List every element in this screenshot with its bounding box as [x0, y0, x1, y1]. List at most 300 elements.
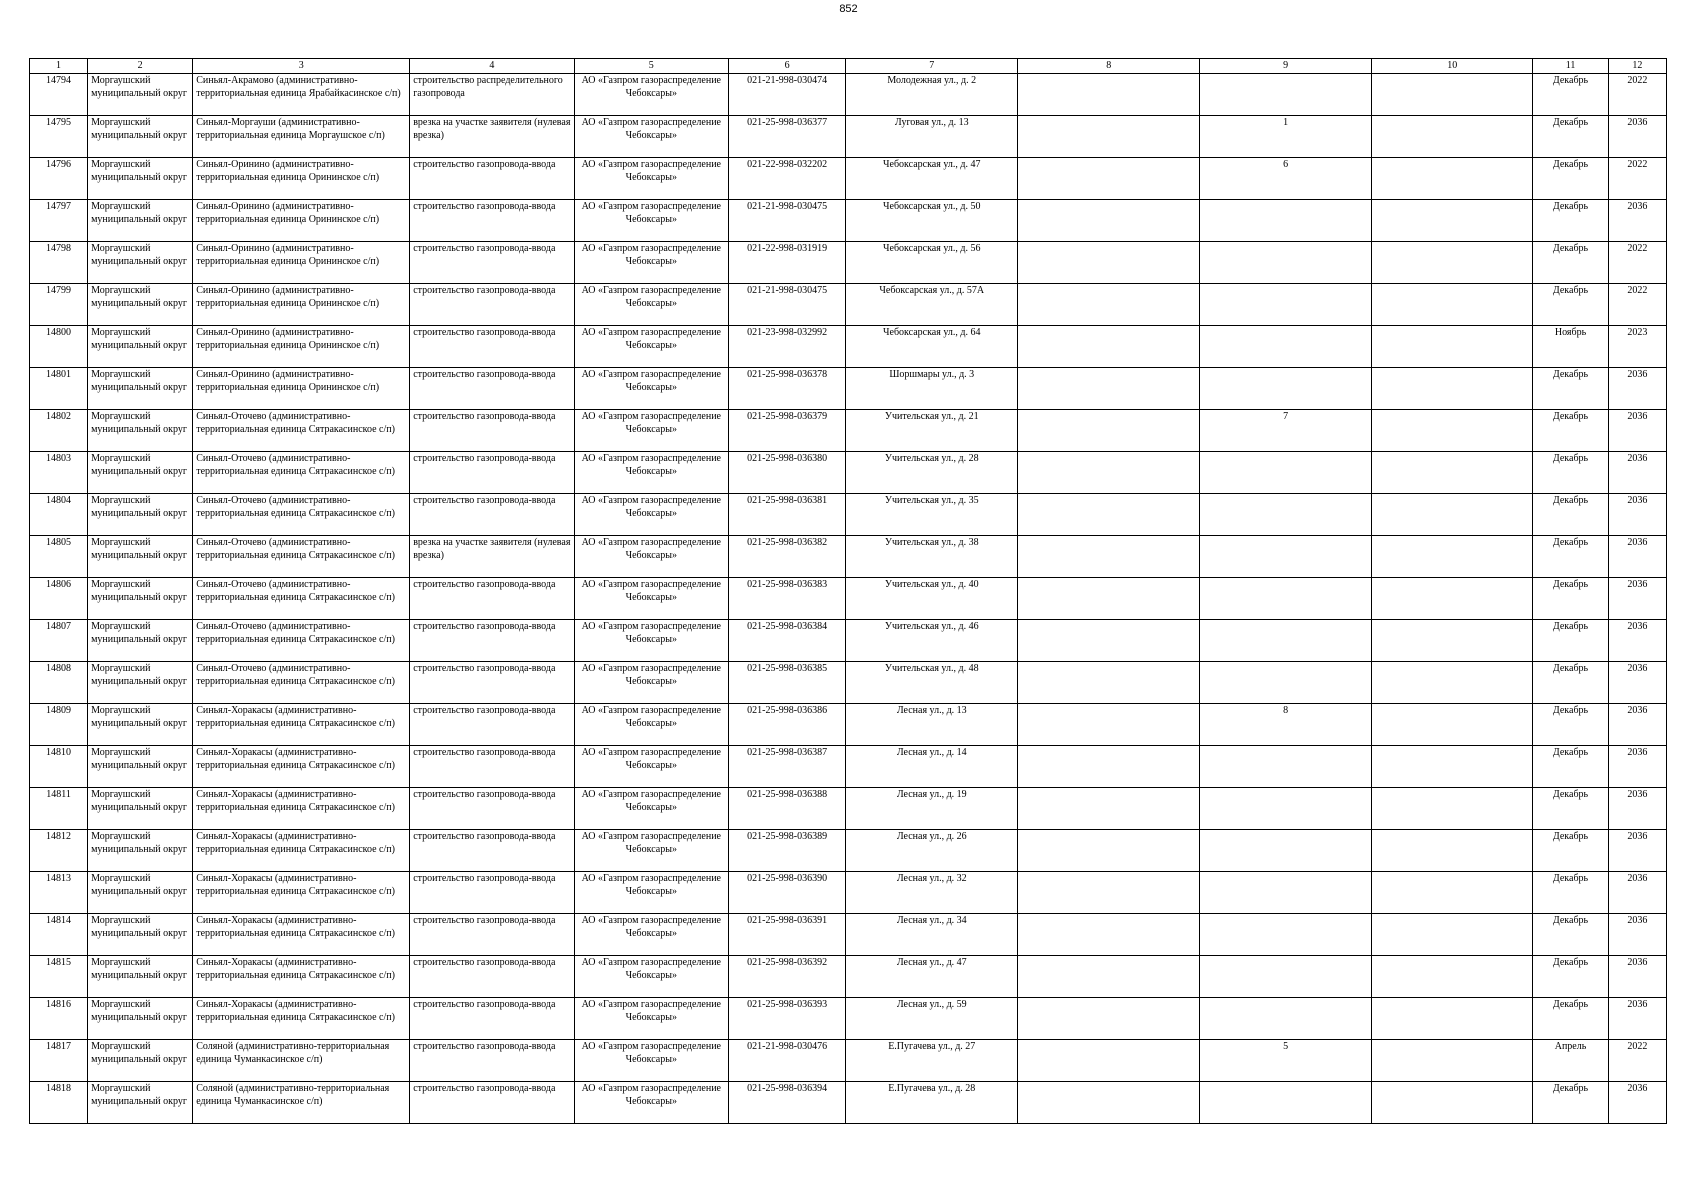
cell-year	[1608, 116, 1666, 158]
cell-text: Шоршмары ул., д. 3	[889, 369, 975, 380]
column-header-6: 6	[729, 59, 846, 74]
cell-text: 021-25-998-036391	[747, 915, 828, 926]
table-row	[30, 158, 1667, 200]
cell-object-code	[729, 830, 846, 872]
cell-text: 14803	[46, 453, 72, 464]
cell-settlement	[193, 368, 410, 410]
cell-district	[88, 620, 193, 662]
cell-object-code	[729, 872, 846, 914]
column-header-8: 8	[1018, 59, 1200, 74]
cell-text: 14810	[46, 747, 72, 758]
cell-text: Синьял-Оточево (административно-территориальная единица Сятракасинское с/п)	[196, 579, 395, 603]
cell-text: Соляной (административно-территориальная единица Чуманкасинское с/п)	[196, 1083, 390, 1107]
cell-row-number	[30, 536, 88, 578]
cell-district	[88, 200, 193, 242]
cell-text: строительство газопровода-ввода	[413, 999, 556, 1010]
cell-district	[88, 1040, 193, 1082]
column-header-11: 11	[1533, 59, 1609, 74]
cell-col-10	[1372, 1040, 1533, 1082]
cell-address	[846, 284, 1018, 326]
cell-text: строительство газопровода-ввода	[413, 201, 556, 212]
cell-col-9	[1200, 872, 1372, 914]
cell-district	[88, 788, 193, 830]
cell-object-code	[729, 116, 846, 158]
cell-month	[1533, 410, 1609, 452]
cell-text: Синьял-Оточево (административно-территориальная единица Сятракасинское с/п)	[196, 411, 395, 435]
cell-settlement	[193, 1040, 410, 1082]
cell-text: Моргаушский муниципальный округ	[91, 327, 187, 351]
cell-text: строительство газопровода-ввода	[413, 327, 556, 338]
cell-row-number	[30, 830, 88, 872]
cell-text: 021-21-998-030475	[747, 285, 828, 296]
cell-text: 2022	[1627, 1041, 1648, 1052]
cell-text: АО «Газпром газораспределение Чебоксары»	[581, 327, 721, 351]
cell-district	[88, 326, 193, 368]
cell-work-type	[410, 872, 574, 914]
cell-text: Моргаушский муниципальный округ	[91, 285, 187, 309]
cell-settlement	[193, 998, 410, 1040]
cell-col-8	[1018, 788, 1200, 830]
cell-col-10	[1372, 1082, 1533, 1124]
cell-text: Декабрь	[1552, 705, 1589, 716]
cell-year	[1608, 74, 1666, 116]
cell-district	[88, 830, 193, 872]
cell-work-type	[410, 452, 574, 494]
cell-month	[1533, 452, 1609, 494]
cell-text: Декабрь	[1552, 453, 1589, 464]
cell-text: 2023	[1627, 327, 1648, 338]
cell-col-8	[1018, 284, 1200, 326]
cell-text: строительство газопровода-ввода	[413, 873, 556, 884]
cell-text: Декабрь	[1552, 495, 1589, 506]
cell-settlement	[193, 914, 410, 956]
cell-text: 14799	[46, 285, 72, 296]
cell-address	[846, 410, 1018, 452]
cell-settlement	[193, 284, 410, 326]
cell-organization	[574, 704, 728, 746]
cell-text: 14815	[46, 957, 72, 968]
cell-row-number	[30, 284, 88, 326]
cell-organization	[574, 410, 728, 452]
cell-work-type	[410, 788, 574, 830]
cell-text: Декабрь	[1552, 579, 1589, 590]
cell-text: 021-25-998-036388	[747, 789, 828, 800]
cell-district	[88, 536, 193, 578]
cell-col-9	[1200, 578, 1372, 620]
cell-text: Синьял-Хоракасы (административно-территориальная единица Сятракасинское с/п)	[196, 831, 395, 855]
cell-year	[1608, 410, 1666, 452]
cell-year	[1608, 452, 1666, 494]
cell-year	[1608, 998, 1666, 1040]
cell-text: 6	[1283, 159, 1289, 170]
cell-row-number	[30, 704, 88, 746]
cell-month	[1533, 746, 1609, 788]
table-row	[30, 1040, 1667, 1082]
cell-text: АО «Газпром газораспределение Чебоксары»	[581, 1083, 721, 1107]
cell-year	[1608, 578, 1666, 620]
table-row	[30, 410, 1667, 452]
cell-settlement	[193, 74, 410, 116]
cell-text: АО «Газпром газораспределение Чебоксары»	[581, 159, 721, 183]
cell-object-code	[729, 620, 846, 662]
cell-text: Моргаушский муниципальный округ	[91, 831, 187, 855]
cell-work-type	[410, 746, 574, 788]
cell-month	[1533, 872, 1609, 914]
cell-organization	[574, 788, 728, 830]
cell-text: 2036	[1627, 831, 1648, 842]
cell-col-10	[1372, 284, 1533, 326]
cell-text: Чебоксарская ул., д. 47	[883, 159, 981, 170]
cell-text: 021-22-998-032202	[747, 159, 828, 170]
cell-settlement	[193, 116, 410, 158]
cell-address	[846, 620, 1018, 662]
cell-text: Синьял-Хоракасы (административно-территориальная единица Сятракасинское с/п)	[196, 999, 395, 1023]
cell-text: 2036	[1627, 369, 1648, 380]
cell-settlement	[193, 1082, 410, 1124]
cell-address	[846, 452, 1018, 494]
cell-object-code	[729, 494, 846, 536]
cell-col-9	[1200, 914, 1372, 956]
cell-year	[1608, 1040, 1666, 1082]
cell-text: 2036	[1627, 915, 1648, 926]
cell-text: Моргаушский муниципальный округ	[91, 915, 187, 939]
cell-text: АО «Газпром газораспределение Чебоксары»	[581, 957, 721, 981]
cell-text: Синьял-Оринино (административно-территориальная единица Орининское с/п)	[196, 327, 380, 351]
table-row	[30, 74, 1667, 116]
cell-col-8	[1018, 704, 1200, 746]
cell-month	[1533, 914, 1609, 956]
cell-text: 021-25-998-036382	[747, 537, 828, 548]
cell-organization	[574, 830, 728, 872]
cell-text: строительство газопровода-ввода	[413, 285, 556, 296]
cell-organization	[574, 368, 728, 410]
cell-text: Моргаушский муниципальный округ	[91, 495, 187, 519]
cell-col-10	[1372, 746, 1533, 788]
cell-text: Чебоксарская ул., д. 50	[883, 201, 981, 212]
table-header	[30, 59, 1667, 74]
cell-settlement	[193, 662, 410, 704]
cell-text: 14811	[46, 789, 71, 800]
cell-year	[1608, 368, 1666, 410]
cell-district	[88, 74, 193, 116]
cell-text: АО «Газпром газораспределение Чебоксары»	[581, 285, 721, 309]
cell-text: строительство газопровода-ввода	[413, 705, 556, 716]
cell-text: 2036	[1627, 201, 1648, 212]
cell-row-number	[30, 326, 88, 368]
cell-text: 14797	[46, 201, 72, 212]
cell-district	[88, 872, 193, 914]
cell-col-8	[1018, 410, 1200, 452]
cell-month	[1533, 830, 1609, 872]
cell-col-10	[1372, 620, 1533, 662]
cell-text: 2036	[1627, 537, 1648, 548]
cell-text: 14794	[46, 75, 72, 86]
cell-text: Учительская ул., д. 40	[884, 579, 979, 590]
cell-text: 14812	[46, 831, 72, 842]
cell-month	[1533, 1082, 1609, 1124]
cell-work-type	[410, 704, 574, 746]
cell-text: АО «Газпром газораспределение Чебоксары»	[581, 495, 721, 519]
cell-text: 021-25-998-036385	[747, 663, 828, 674]
cell-text: строительство газопровода-ввода	[413, 369, 556, 380]
cell-col-9	[1200, 704, 1372, 746]
cell-address	[846, 956, 1018, 998]
cell-text: АО «Газпром газораспределение Чебоксары»	[581, 915, 721, 939]
cell-settlement	[193, 494, 410, 536]
cell-year	[1608, 746, 1666, 788]
cell-month	[1533, 620, 1609, 662]
cell-text: 021-25-998-036381	[747, 495, 828, 506]
cell-text: Декабрь	[1552, 285, 1589, 296]
cell-object-code	[729, 536, 846, 578]
cell-text: АО «Газпром газораспределение Чебоксары»	[581, 999, 721, 1023]
cell-year	[1608, 158, 1666, 200]
cell-text: 14798	[46, 243, 72, 254]
cell-text: Синьял-Оточево (административно-территориальная единица Сятракасинское с/п)	[196, 537, 395, 561]
cell-month	[1533, 704, 1609, 746]
column-header-7: 7	[846, 59, 1018, 74]
cell-month	[1533, 74, 1609, 116]
cell-text: 2036	[1627, 495, 1648, 506]
cell-text: Синьял-Оточево (административно-территориальная единица Сятракасинское с/п)	[196, 495, 395, 519]
cell-address	[846, 494, 1018, 536]
cell-text: 2036	[1627, 789, 1648, 800]
cell-text: Моргаушский муниципальный округ	[91, 705, 187, 729]
cell-text: Декабрь	[1552, 831, 1589, 842]
cell-text: 021-25-998-036387	[747, 747, 828, 758]
cell-col-9	[1200, 998, 1372, 1040]
cell-address	[846, 578, 1018, 620]
cell-settlement	[193, 200, 410, 242]
cell-work-type	[410, 74, 574, 116]
cell-row-number	[30, 452, 88, 494]
cell-col-9	[1200, 242, 1372, 284]
cell-object-code	[729, 410, 846, 452]
cell-text: строительство газопровода-ввода	[413, 663, 556, 674]
cell-address	[846, 704, 1018, 746]
cell-text: Синьял-Оточево (административно-территориальная единица Сятракасинское с/п)	[196, 453, 395, 477]
cell-text: 021-21-998-030474	[747, 75, 828, 86]
cell-address	[846, 536, 1018, 578]
cell-text: Молодежная ул., д. 2	[887, 75, 977, 86]
cell-text: 021-22-998-031919	[747, 243, 828, 254]
cell-text: Моргаушский муниципальный округ	[91, 873, 187, 897]
table-row	[30, 494, 1667, 536]
cell-district	[88, 494, 193, 536]
cell-district	[88, 158, 193, 200]
cell-month	[1533, 326, 1609, 368]
cell-col-10	[1372, 410, 1533, 452]
cell-address	[846, 914, 1018, 956]
cell-col-10	[1372, 200, 1533, 242]
cell-text: Синьял-Оринино (административно-территориальная единица Орининское с/п)	[196, 369, 380, 393]
cell-text: Синьял-Оточево (административно-территориальная единица Сятракасинское с/п)	[196, 621, 395, 645]
cell-text: 2036	[1627, 1083, 1648, 1094]
cell-work-type	[410, 914, 574, 956]
cell-address	[846, 830, 1018, 872]
cell-text: АО «Газпром газораспределение Чебоксары»	[581, 621, 721, 645]
cell-work-type	[410, 620, 574, 662]
cell-row-number	[30, 746, 88, 788]
cell-text: Апрель	[1554, 1041, 1587, 1052]
cell-month	[1533, 1040, 1609, 1082]
cell-object-code	[729, 158, 846, 200]
cell-col-9	[1200, 116, 1372, 158]
cell-text: 14808	[46, 663, 72, 674]
cell-settlement	[193, 830, 410, 872]
cell-col-9	[1200, 788, 1372, 830]
cell-text: 2036	[1627, 663, 1648, 674]
cell-col-10	[1372, 662, 1533, 704]
cell-district	[88, 662, 193, 704]
cell-district	[88, 452, 193, 494]
cell-text: Декабрь	[1552, 663, 1589, 674]
cell-col-9	[1200, 74, 1372, 116]
cell-col-10	[1372, 788, 1533, 830]
cell-col-9	[1200, 200, 1372, 242]
cell-text: Моргаушский муниципальный округ	[91, 1083, 187, 1107]
cell-object-code	[729, 368, 846, 410]
table-row	[30, 578, 1667, 620]
column-header-10: 10	[1372, 59, 1533, 74]
cell-row-number	[30, 788, 88, 830]
cell-text: строительство газопровода-ввода	[413, 159, 556, 170]
table-row	[30, 116, 1667, 158]
cell-district	[88, 914, 193, 956]
cell-work-type	[410, 368, 574, 410]
cell-text: Лесная ул., д. 19	[896, 789, 967, 800]
cell-year	[1608, 872, 1666, 914]
cell-month	[1533, 368, 1609, 410]
cell-address	[846, 662, 1018, 704]
cell-text: Учительская ул., д. 48	[884, 663, 979, 674]
cell-text: Учительская ул., д. 46	[884, 621, 979, 632]
cell-text: 14802	[46, 411, 72, 422]
cell-district	[88, 410, 193, 452]
cell-settlement	[193, 956, 410, 998]
table-row	[30, 620, 1667, 662]
cell-text: 14816	[46, 999, 72, 1010]
cell-text: строительство газопровода-ввода	[413, 789, 556, 800]
cell-settlement	[193, 242, 410, 284]
cell-text: Синьял-Хоракасы (административно-территориальная единица Сятракасинское с/п)	[196, 957, 395, 981]
cell-work-type	[410, 242, 574, 284]
cell-text: Декабрь	[1552, 789, 1589, 800]
cell-col-8	[1018, 242, 1200, 284]
cell-col-8	[1018, 1082, 1200, 1124]
cell-col-8	[1018, 368, 1200, 410]
cell-text: Моргаушский муниципальный округ	[91, 159, 187, 183]
cell-col-9	[1200, 620, 1372, 662]
cell-district	[88, 704, 193, 746]
cell-text: АО «Газпром газораспределение Чебоксары»	[581, 1041, 721, 1065]
cell-text: Учительская ул., д. 21	[884, 411, 979, 422]
cell-text: АО «Газпром газораспределение Чебоксары»	[581, 117, 721, 141]
cell-col-10	[1372, 536, 1533, 578]
table-row	[30, 326, 1667, 368]
cell-year	[1608, 662, 1666, 704]
cell-organization	[574, 284, 728, 326]
cell-year	[1608, 200, 1666, 242]
cell-text: 14796	[46, 159, 72, 170]
cell-month	[1533, 578, 1609, 620]
cell-work-type	[410, 158, 574, 200]
cell-month	[1533, 242, 1609, 284]
cell-district	[88, 998, 193, 1040]
table-row	[30, 746, 1667, 788]
cell-settlement	[193, 326, 410, 368]
cell-year	[1608, 326, 1666, 368]
cell-text: Моргаушский муниципальный округ	[91, 579, 187, 603]
cell-text: 021-25-998-036390	[747, 873, 828, 884]
cell-month	[1533, 956, 1609, 998]
cell-row-number	[30, 662, 88, 704]
cell-year	[1608, 914, 1666, 956]
cell-text: Синьял-Хоракасы (административно-территориальная единица Сятракасинское с/п)	[196, 789, 395, 813]
cell-text: Лесная ул., д. 59	[896, 999, 967, 1010]
cell-text: Соляной (административно-территориальная единица Чуманкасинское с/п)	[196, 1041, 390, 1065]
column-header-1: 1	[30, 59, 88, 74]
cell-text: строительство газопровода-ввода	[413, 579, 556, 590]
cell-object-code	[729, 1040, 846, 1082]
cell-row-number	[30, 1082, 88, 1124]
cell-object-code	[729, 662, 846, 704]
cell-col-9	[1200, 662, 1372, 704]
cell-col-10	[1372, 452, 1533, 494]
cell-text: Синьял-Оринино (административно-территориальная единица Орининское с/п)	[196, 243, 380, 267]
cell-address	[846, 1082, 1018, 1124]
column-header-9: 9	[1200, 59, 1372, 74]
cell-text: АО «Газпром газораспределение Чебоксары»	[581, 411, 721, 435]
cell-work-type	[410, 1040, 574, 1082]
cell-settlement	[193, 704, 410, 746]
cell-year	[1608, 1082, 1666, 1124]
cell-col-8	[1018, 914, 1200, 956]
cell-text: 2036	[1627, 453, 1648, 464]
cell-organization	[574, 242, 728, 284]
cell-organization	[574, 116, 728, 158]
cell-text: Чебоксарская ул., д. 56	[883, 243, 981, 254]
cell-row-number	[30, 914, 88, 956]
cell-text: 14809	[46, 705, 72, 716]
cell-col-10	[1372, 74, 1533, 116]
cell-col-9	[1200, 1082, 1372, 1124]
cell-organization	[574, 998, 728, 1040]
cell-organization	[574, 452, 728, 494]
cell-object-code	[729, 998, 846, 1040]
cell-settlement	[193, 872, 410, 914]
cell-text: 1	[1283, 117, 1289, 128]
cell-organization	[574, 914, 728, 956]
cell-col-8	[1018, 200, 1200, 242]
cell-row-number	[30, 158, 88, 200]
cell-month	[1533, 536, 1609, 578]
cell-col-8	[1018, 872, 1200, 914]
cell-col-10	[1372, 578, 1533, 620]
cell-text: Декабрь	[1552, 915, 1589, 926]
cell-text: 2036	[1627, 411, 1648, 422]
cell-object-code	[729, 74, 846, 116]
cell-object-code	[729, 452, 846, 494]
cell-col-9	[1200, 452, 1372, 494]
cell-text: 021-25-998-036389	[747, 831, 828, 842]
cell-text: Моргаушский муниципальный округ	[91, 75, 187, 99]
cell-row-number	[30, 74, 88, 116]
cell-settlement	[193, 578, 410, 620]
cell-organization	[574, 1082, 728, 1124]
cell-settlement	[193, 410, 410, 452]
cell-month	[1533, 998, 1609, 1040]
